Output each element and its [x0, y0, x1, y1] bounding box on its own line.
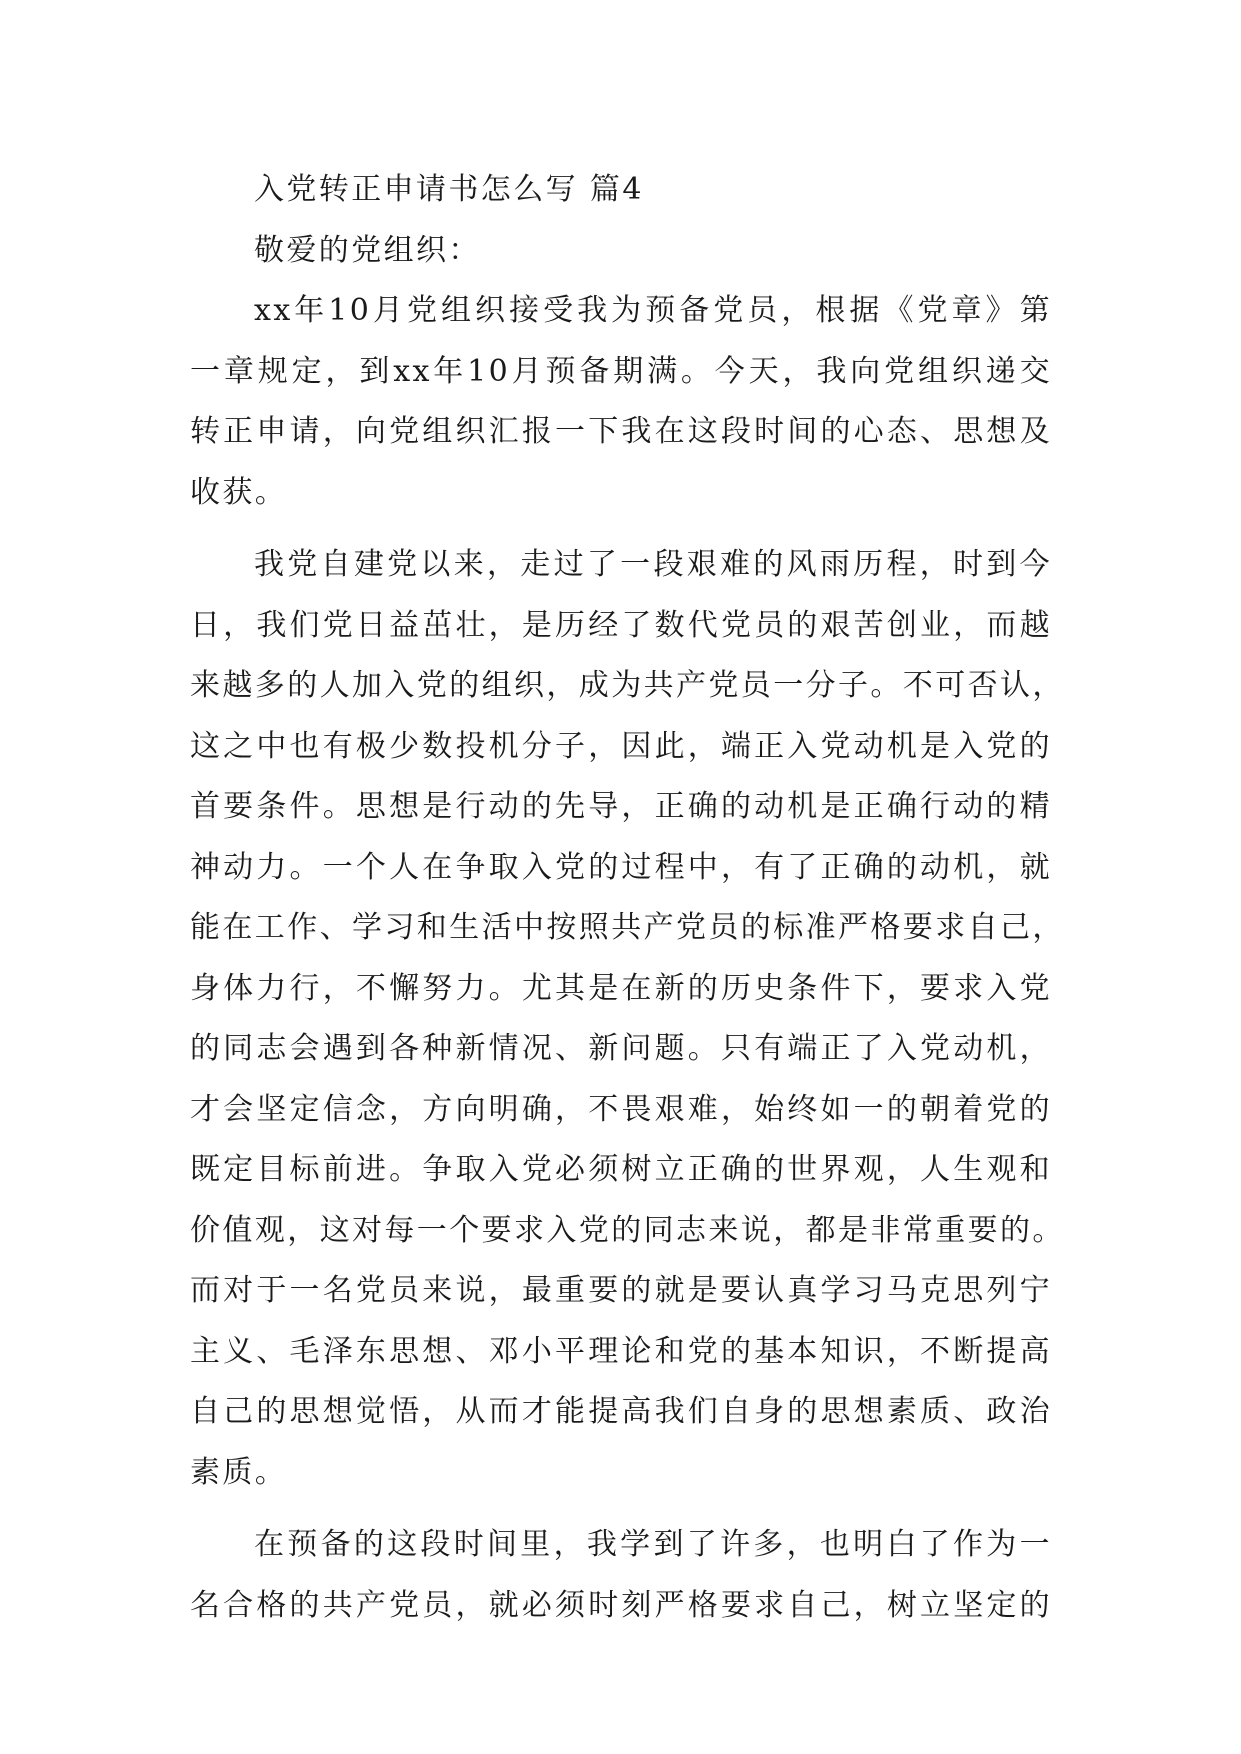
paragraph-line: 在预备的这段时间里，我学到了许多，也明白了作为一	[254, 1527, 1052, 1562]
paragraph-line: 转正申请，向党组织汇报一下我在这段时间的心态、思想及	[190, 414, 1052, 449]
paragraph-line: xx年10月党组织接受我为预备党员，根据《党章》第	[254, 293, 1052, 328]
paragraph-line: 能在工作、学习和生活中按照共产党员的标准严格要求自己，	[190, 910, 1065, 945]
paragraph-line: 首要条件。思想是行动的先导，正确的动机是正确行动的精	[190, 789, 1052, 824]
paragraph-line: 而对于一名党员来说，最重要的就是要认真学习马克思列宁	[190, 1273, 1052, 1308]
paragraph-line: 我党自建党以来，走过了一段艰难的风雨历程，时到今	[254, 547, 1052, 582]
paragraph-line: 收获。	[190, 474, 288, 510]
paragraph-line: 来越多的人加入党的组织，成为共产党员一分子。不可否认，	[190, 668, 1065, 703]
paragraph-line: 素质。	[190, 1454, 288, 1490]
paragraph-line: 神动力。一个人在争取入党的过程中，有了正确的动机，就	[190, 849, 1052, 885]
paragraph-line: 既定目标前进。争取入党必须树立正确的世界观，人生观和	[190, 1152, 1052, 1187]
paragraph-line: 这之中也有极少数投机分子，因此，端正入党动机是入党的	[190, 728, 1052, 764]
paragraph-2	[190, 535, 1065, 1503]
document-heading: 入党转正申请书怎么写 篇4	[254, 172, 644, 207]
paragraph-line: 日，我们党日益茁壮，是历经了数代党员的艰苦创业，而越	[190, 607, 1052, 643]
paragraph-line: 主义、毛泽东思想、邓小平理论和党的基本知识，不断提高	[190, 1333, 1052, 1369]
paragraph-line: 身体力行，不懈努力。尤其是在新的历史条件下，要求入党	[190, 970, 1052, 1006]
document-body	[190, 160, 1065, 1636]
paragraph-line: 名合格的共产党员，就必须时刻严格要求自己，树立坚定的	[190, 1587, 1052, 1623]
paragraph-line: 价值观，这对每一个要求入党的同志来说，都是非常重要的。	[190, 1212, 1065, 1248]
paragraph-line: 才会坚定信念，方向明确，不畏艰难，始终如一的朝着党的	[190, 1091, 1052, 1127]
paragraph-1	[190, 281, 1052, 523]
paragraph-line: 自己的思想觉悟，从而才能提高我们自身的思想素质、政治	[190, 1394, 1052, 1429]
paragraph-line: 的同志会遇到各种新情况、新问题。只有端正了入党动机，	[190, 1031, 1052, 1066]
salutation: 敬爱的党组织：	[254, 232, 481, 268]
paragraph-3	[190, 1515, 1052, 1636]
paragraph-line: 一章规定，到xx年10月预备期满。今天，我向党组织递交	[190, 353, 1052, 389]
